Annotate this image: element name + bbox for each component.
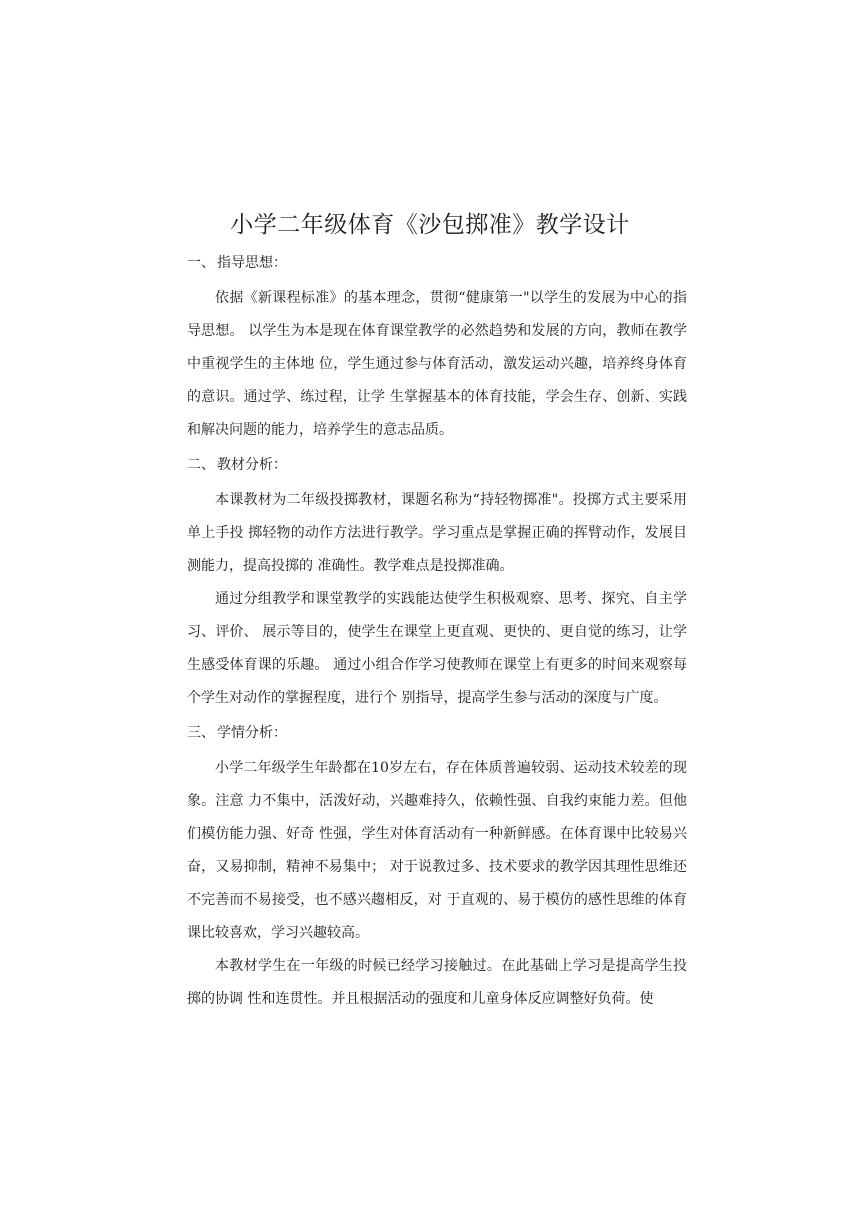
section-heading — [187, 720, 687, 746]
paragraph: 本教材学生在一年级的时候已经学习接触过。在此基础上学习是提高学生投掷的协调 性和连贯性。并且根据活动的强度和儿童身体反应调整好负荷。使 — [187, 958, 687, 1007]
paragraph: 通过分组教学和课堂教学的实践能达使学生积极观察、思考、探究、自主学习、评价、 展示等目的，使学生在课堂上更直观、更快的、更自觉的练习，让学生感受体育课的乐趣。 通过小组合作学习使教师在课堂上有更多的时间来观察每个学生对动作的掌握程度，进行个 别指导，提高学生参与活动的深度与广度。 — [187, 591, 687, 706]
section-heading-text: 指导思想： — [217, 255, 287, 271]
section-heading — [187, 250, 687, 276]
section-number: 二、 — [187, 457, 215, 473]
section-heading-text: 教材分析： — [217, 457, 287, 473]
section-heading-text: 学情分析： — [217, 725, 287, 741]
section-number: 三、 — [187, 725, 215, 741]
paragraph: 依据《新课程标准》的基本理念，贯彻“健康第一"以学生的发展为中心的指导思想。 以学生为本是现在体育课堂教学的必然趋势和发展的方向，教师在教学中重视学生的主体地 位，学生通过参与体育活动，激发运动兴趣，培养终身体育的意识。通过学、练过程，让学 生掌握基本的体育技能，学会生存、创新、实践和解决问题的能力，培养学生的意志品质。 — [187, 290, 687, 438]
paragraph: 本课教材为二年级投掷教材，课题名称为“持轻物掷准"。投掷方式主要采用单上手投 掷轻物的动作方法进行教学。学习重点是掌握正确的挥臂动作，发展目测能力，提高投掷的 准确性。教学难点是投掷准确。 — [187, 492, 687, 574]
section-number: 一、 — [187, 255, 215, 271]
paragraph: 小学二年级学生年龄都在10岁左右，存在体质普遍较弱、运动技术较差的现象。注意 力不集中，活泼好动，兴趣难持久，依赖性强、自我约束能力差。但他们模仿能力强、好奇 性强，学生对体育活动有一种新鲜感。在体育课中比较易兴奋，又易抑制，精神不易集中； 对于说教过多、技术要求的教学因其理性思维还不完善而不易接受，也不感兴趨相反，对 于直观的、易于模仿的感性思维的体育课比较喜欢，学习兴趣较高。 — [187, 760, 687, 941]
document-title: 小学二年级体育《沙包掷准》教学设计 — [230, 212, 630, 238]
section-heading — [187, 452, 687, 478]
document-body — [187, 250, 687, 1016]
